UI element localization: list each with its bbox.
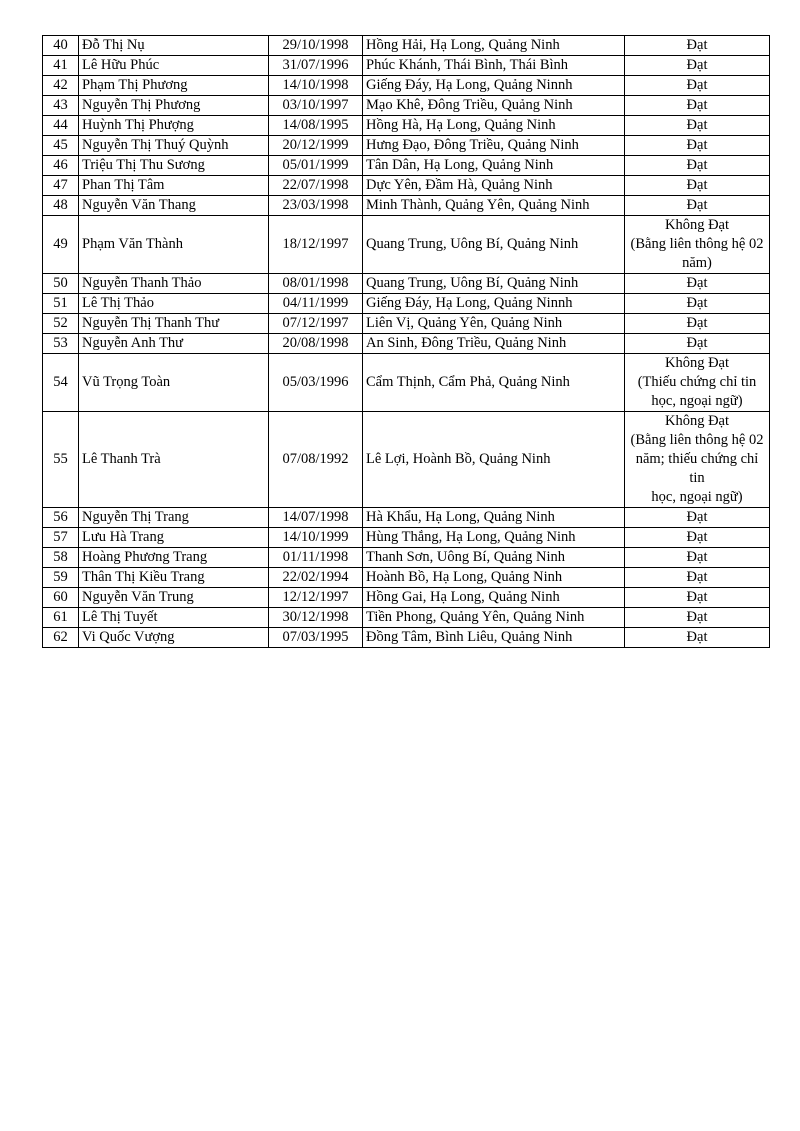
- result-line: Đạt: [686, 629, 708, 645]
- row-number-cell: 59: [43, 568, 79, 588]
- address-cell: Hồng Hà, Hạ Long, Quảng Ninh: [363, 116, 625, 136]
- table-row: [43, 412, 770, 508]
- table-row: [43, 176, 770, 196]
- result-line: năm; thiếu chứng chỉ tin: [635, 451, 759, 486]
- result-line: Đạt: [686, 275, 708, 291]
- table-row: [43, 116, 770, 136]
- full-name-cell: Lê Thanh Trà: [79, 412, 269, 508]
- candidate-results-table: [42, 35, 770, 648]
- full-name-cell: Phạm Văn Thành: [79, 216, 269, 274]
- date-of-birth-cell: 08/01/1998: [269, 274, 363, 294]
- result-cell: [625, 156, 770, 176]
- table-row: [43, 508, 770, 528]
- result-line: (Thiếu chứng chỉ tin: [637, 374, 757, 390]
- table-row: [43, 628, 770, 648]
- full-name-cell: Nguyễn Văn Trung: [79, 588, 269, 608]
- row-number-cell: 49: [43, 216, 79, 274]
- table-row: [43, 56, 770, 76]
- address-cell: Mạo Khê, Đông Triều, Quảng Ninh: [363, 96, 625, 116]
- address-cell: Minh Thành, Quảng Yên, Quảng Ninh: [363, 196, 625, 216]
- full-name-cell: Nguyễn Thị Thuý Quỳnh: [79, 136, 269, 156]
- address-cell: An Sinh, Đông Triều, Quảng Ninh: [363, 334, 625, 354]
- result-line: Đạt: [686, 157, 708, 173]
- result-line: Đạt: [686, 509, 708, 525]
- date-of-birth-cell: 01/11/1998: [269, 548, 363, 568]
- date-of-birth-cell: 20/12/1999: [269, 136, 363, 156]
- table-row: [43, 294, 770, 314]
- table-row: [43, 36, 770, 56]
- result-cell: [625, 568, 770, 588]
- full-name-cell: Nguyễn Văn Thang: [79, 196, 269, 216]
- result-cell: [625, 294, 770, 314]
- result-line: học, ngoại ngữ): [651, 489, 743, 505]
- result-cell: [625, 314, 770, 334]
- address-cell: Phúc Khánh, Thái Bình, Thái Bình: [363, 56, 625, 76]
- result-line: Đạt: [686, 197, 708, 213]
- result-cell: [625, 528, 770, 548]
- date-of-birth-cell: 31/07/1996: [269, 56, 363, 76]
- result-line: Đạt: [686, 549, 708, 565]
- full-name-cell: Vũ Trọng Toàn: [79, 354, 269, 412]
- row-number-cell: 40: [43, 36, 79, 56]
- table-row: [43, 588, 770, 608]
- result-cell: [625, 508, 770, 528]
- full-name-cell: Vi Quốc Vượng: [79, 628, 269, 648]
- result-cell: [625, 116, 770, 136]
- result-cell: [625, 56, 770, 76]
- row-number-cell: 43: [43, 96, 79, 116]
- result-line: Đạt: [686, 77, 708, 93]
- table-row: [43, 314, 770, 334]
- address-cell: Thanh Sơn, Uông Bí, Quảng Ninh: [363, 548, 625, 568]
- row-number-cell: 55: [43, 412, 79, 508]
- result-line: Đạt: [686, 569, 708, 585]
- table-row: [43, 216, 770, 274]
- result-cell: [625, 548, 770, 568]
- result-line: Đạt: [686, 589, 708, 605]
- result-cell: [625, 588, 770, 608]
- full-name-cell: Đỗ Thị Nụ: [79, 36, 269, 56]
- full-name-cell: Thân Thị Kiều Trang: [79, 568, 269, 588]
- date-of-birth-cell: 14/10/1999: [269, 528, 363, 548]
- result-line: năm): [682, 255, 712, 271]
- date-of-birth-cell: 14/08/1995: [269, 116, 363, 136]
- result-line: học, ngoại ngữ): [651, 393, 743, 409]
- address-cell: Hoành Bồ, Hạ Long, Quảng Ninh: [363, 568, 625, 588]
- address-cell: Giếng Đáy, Hạ Long, Quảng Ninnh: [363, 294, 625, 314]
- full-name-cell: Nguyễn Thị Phương: [79, 96, 269, 116]
- date-of-birth-cell: 23/03/1998: [269, 196, 363, 216]
- result-cell: [625, 412, 770, 508]
- table-row: [43, 196, 770, 216]
- table-row: [43, 156, 770, 176]
- date-of-birth-cell: 14/07/1998: [269, 508, 363, 528]
- full-name-cell: Huỳnh Thị Phượng: [79, 116, 269, 136]
- address-cell: Giếng Đáy, Hạ Long, Quảng Ninnh: [363, 76, 625, 96]
- row-number-cell: 41: [43, 56, 79, 76]
- date-of-birth-cell: 04/11/1999: [269, 294, 363, 314]
- date-of-birth-cell: 22/02/1994: [269, 568, 363, 588]
- row-number-cell: 50: [43, 274, 79, 294]
- result-cell: [625, 216, 770, 274]
- address-cell: Tiền Phong, Quảng Yên, Quảng Ninh: [363, 608, 625, 628]
- row-number-cell: 58: [43, 548, 79, 568]
- row-number-cell: 56: [43, 508, 79, 528]
- full-name-cell: Phạm Thị Phương: [79, 76, 269, 96]
- row-number-cell: 52: [43, 314, 79, 334]
- row-number-cell: 57: [43, 528, 79, 548]
- result-cell: [625, 36, 770, 56]
- address-cell: Hùng Thắng, Hạ Long, Quảng Ninh: [363, 528, 625, 548]
- result-cell: [625, 196, 770, 216]
- full-name-cell: Lê Hữu Phúc: [79, 56, 269, 76]
- full-name-cell: Nguyễn Thanh Thảo: [79, 274, 269, 294]
- full-name-cell: Nguyễn Thị Trang: [79, 508, 269, 528]
- table-row: [43, 274, 770, 294]
- full-name-cell: Nguyễn Anh Thư: [79, 334, 269, 354]
- row-number-cell: 46: [43, 156, 79, 176]
- result-cell: [625, 334, 770, 354]
- row-number-cell: 62: [43, 628, 79, 648]
- address-cell: Hà Khẩu, Hạ Long, Quảng Ninh: [363, 508, 625, 528]
- row-number-cell: 42: [43, 76, 79, 96]
- address-cell: Hồng Hải, Hạ Long, Quảng Ninh: [363, 36, 625, 56]
- table-row: [43, 528, 770, 548]
- result-cell: [625, 354, 770, 412]
- result-cell: [625, 96, 770, 116]
- result-line: Đạt: [686, 137, 708, 153]
- date-of-birth-cell: 20/08/1998: [269, 334, 363, 354]
- table-row: [43, 136, 770, 156]
- date-of-birth-cell: 30/12/1998: [269, 608, 363, 628]
- full-name-cell: Nguyễn Thị Thanh Thư: [79, 314, 269, 334]
- table-row: [43, 548, 770, 568]
- date-of-birth-cell: 03/10/1997: [269, 96, 363, 116]
- date-of-birth-cell: 07/12/1997: [269, 314, 363, 334]
- full-name-cell: Lê Thị Thảo: [79, 294, 269, 314]
- address-cell: Quang Trung, Uông Bí, Quảng Ninh: [363, 216, 625, 274]
- result-line: Đạt: [686, 295, 708, 311]
- result-line: Không Đạt: [664, 217, 730, 233]
- address-cell: Cẩm Thịnh, Cẩm Phả, Quảng Ninh: [363, 354, 625, 412]
- address-cell: Liên Vị, Quảng Yên, Quảng Ninh: [363, 314, 625, 334]
- result-line: Đạt: [686, 177, 708, 193]
- date-of-birth-cell: 14/10/1998: [269, 76, 363, 96]
- result-line: (Bằng liên thông hệ 02: [630, 236, 764, 252]
- table-row: [43, 568, 770, 588]
- result-line: Đạt: [686, 315, 708, 331]
- row-number-cell: 45: [43, 136, 79, 156]
- address-cell: Tân Dân, Hạ Long, Quảng Ninh: [363, 156, 625, 176]
- date-of-birth-cell: 07/08/1992: [269, 412, 363, 508]
- date-of-birth-cell: 07/03/1995: [269, 628, 363, 648]
- full-name-cell: Lê Thị Tuyết: [79, 608, 269, 628]
- row-number-cell: 44: [43, 116, 79, 136]
- table-row: [43, 354, 770, 412]
- row-number-cell: 48: [43, 196, 79, 216]
- date-of-birth-cell: 18/12/1997: [269, 216, 363, 274]
- result-line: Đạt: [686, 335, 708, 351]
- date-of-birth-cell: 05/01/1999: [269, 156, 363, 176]
- result-cell: [625, 628, 770, 648]
- full-name-cell: Hoàng Phương Trang: [79, 548, 269, 568]
- address-cell: Lê Lợi, Hoành Bồ, Quảng Ninh: [363, 412, 625, 508]
- date-of-birth-cell: 05/03/1996: [269, 354, 363, 412]
- result-line: Đạt: [686, 97, 708, 113]
- result-line: Đạt: [686, 57, 708, 73]
- row-number-cell: 53: [43, 334, 79, 354]
- table-body: [43, 36, 770, 648]
- result-line: Không Đạt: [664, 413, 730, 429]
- date-of-birth-cell: 29/10/1998: [269, 36, 363, 56]
- result-cell: [625, 176, 770, 196]
- date-of-birth-cell: 22/07/1998: [269, 176, 363, 196]
- address-cell: Hồng Gai, Hạ Long, Quảng Ninh: [363, 588, 625, 608]
- address-cell: Hưng Đạo, Đông Triều, Quảng Ninh: [363, 136, 625, 156]
- address-cell: Quang Trung, Uông Bí, Quảng Ninh: [363, 274, 625, 294]
- row-number-cell: 61: [43, 608, 79, 628]
- result-cell: [625, 608, 770, 628]
- result-line: Đạt: [686, 529, 708, 545]
- table-row: [43, 76, 770, 96]
- address-cell: Dực Yên, Đầm Hà, Quảng Ninh: [363, 176, 625, 196]
- full-name-cell: Triệu Thị Thu Sương: [79, 156, 269, 176]
- address-cell: Đồng Tâm, Bình Liêu, Quảng Ninh: [363, 628, 625, 648]
- row-number-cell: 60: [43, 588, 79, 608]
- full-name-cell: Lưu Hà Trang: [79, 528, 269, 548]
- date-of-birth-cell: 12/12/1997: [269, 588, 363, 608]
- result-line: Đạt: [686, 117, 708, 133]
- table-row: [43, 334, 770, 354]
- result-line: (Bằng liên thông hệ 02: [630, 432, 764, 448]
- row-number-cell: 51: [43, 294, 79, 314]
- result-cell: [625, 136, 770, 156]
- row-number-cell: 54: [43, 354, 79, 412]
- full-name-cell: Phan Thị Tâm: [79, 176, 269, 196]
- table-row: [43, 608, 770, 628]
- result-cell: [625, 274, 770, 294]
- row-number-cell: 47: [43, 176, 79, 196]
- table-row: [43, 96, 770, 116]
- result-line: Không Đạt: [664, 355, 730, 371]
- result-line: Đạt: [686, 609, 708, 625]
- result-cell: [625, 76, 770, 96]
- result-line: Đạt: [686, 37, 708, 53]
